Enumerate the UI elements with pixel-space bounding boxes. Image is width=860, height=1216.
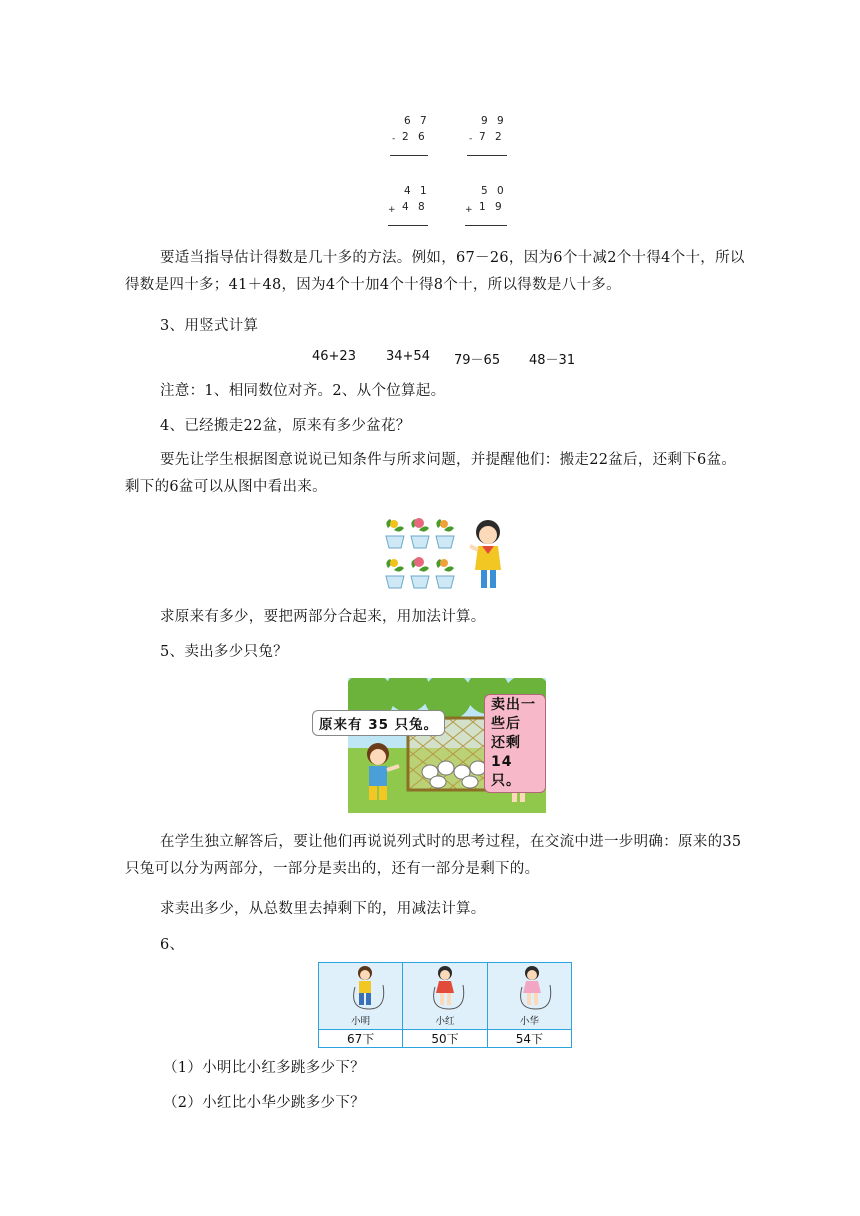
- jump-rope-table: [318, 962, 572, 1048]
- item4-title: 4、已经搬走22盆，原来有多少盆花？: [160, 418, 411, 434]
- calc-problem: 48－31: [529, 353, 576, 368]
- operand-bottom: 4 8: [402, 201, 428, 213]
- item5-conclusion: 求卖出多少，从总数里去掉剩下的，用减法计算。: [160, 901, 486, 917]
- boy-jump-rope-icon: [347, 965, 387, 1011]
- kid-name: 小明: [351, 1016, 371, 1027]
- girl-icon: [470, 520, 501, 588]
- operand-bottom: 1 9: [479, 201, 505, 213]
- operator: +: [465, 205, 476, 215]
- item4-conclusion: 求原来有多少，要把两部分合起来，用加法计算。: [160, 609, 486, 625]
- calc-problem: 34+54: [386, 349, 430, 364]
- table-cell-xiaoming: [319, 963, 403, 1030]
- flower-pots-illustration: [378, 516, 512, 592]
- operand-bottom: 7 2: [479, 131, 505, 143]
- flower-pot-icon: [436, 559, 454, 588]
- table-cell-xiaohua: [487, 963, 571, 1030]
- flower-pot-icon: [386, 519, 404, 548]
- girl-jump-rope-icon: [514, 965, 554, 1011]
- jump-count: 54下: [487, 1030, 571, 1048]
- flower-pot-icon: [436, 519, 454, 548]
- vertical-problem-2: [467, 115, 507, 160]
- item6-title: 6、: [160, 937, 185, 953]
- kid-name: 小红: [435, 1016, 455, 1027]
- operand-top: 9 9: [481, 115, 507, 127]
- operand-top: 5 0: [481, 185, 507, 197]
- operator: -: [392, 134, 399, 144]
- item5-title: 5、卖出多少只兔？: [160, 644, 288, 660]
- item6-question-1: （1）小明比小红多跳多少下？: [163, 1060, 365, 1076]
- girl-jump-rope-icon: [427, 965, 467, 1011]
- sum-line: [465, 225, 507, 226]
- speech-bubble-right: 卖出一些后 还剩 14 只。: [484, 694, 546, 793]
- flower-pot-icon: [386, 559, 404, 588]
- item6-question-2: （2）小红比小华少跳多少下？: [163, 1095, 365, 1111]
- sum-line: [390, 155, 428, 156]
- operand-top: 6 7: [404, 115, 430, 127]
- vertical-problem-1: [390, 115, 430, 160]
- flower-pot-icon: [411, 518, 429, 548]
- calc-problem: 79－65: [454, 353, 501, 368]
- operand-bottom: 2 6: [402, 131, 428, 143]
- item3-title: 3、用竖式计算: [160, 318, 259, 334]
- rabbit-cage-illustration: [348, 678, 546, 813]
- jump-count: 50下: [403, 1030, 487, 1048]
- calc-problem: 46+23: [312, 349, 356, 364]
- estimate-paragraph: 要适当指导估计得数是几十多的方法。例如，67－26，因为6个十减2个十得4个十，所以得数是四十多；41＋48，因为4个十加4个十得8个十，所以得数是八十多。: [125, 250, 745, 293]
- table-cell-xiaohong: [403, 963, 487, 1030]
- operator: -: [469, 134, 476, 144]
- sum-line: [388, 225, 428, 226]
- item4-paragraph: 要先让学生根据图意说说已知条件与所求问题，并提醒他们：搬走22盆后，还剩下6盆。剩下的6盆可以从图中看出来。: [125, 452, 737, 495]
- speech-bubble-original-count: 原来有 35 只兔。: [312, 710, 445, 736]
- item5-paragraph: 在学生独立解答后，要让他们再说说列式时的思考过程，在交流中进一步明确：原来的35只兔可以分为两部分，一部分是卖出的，还有一部分是剩下的。: [125, 834, 742, 877]
- kid-name: 小华: [519, 1016, 539, 1027]
- sum-line: [467, 155, 507, 156]
- operator: +: [388, 205, 399, 215]
- item3-note: 注意：1、相同数位对齐。2、从个位算起。: [160, 383, 446, 399]
- vertical-problem-3: [388, 185, 428, 230]
- flower-pot-icon: [411, 557, 429, 588]
- vertical-problem-4: [465, 185, 507, 230]
- operand-top: 4 1: [404, 185, 430, 197]
- jump-count: 67下: [319, 1030, 403, 1048]
